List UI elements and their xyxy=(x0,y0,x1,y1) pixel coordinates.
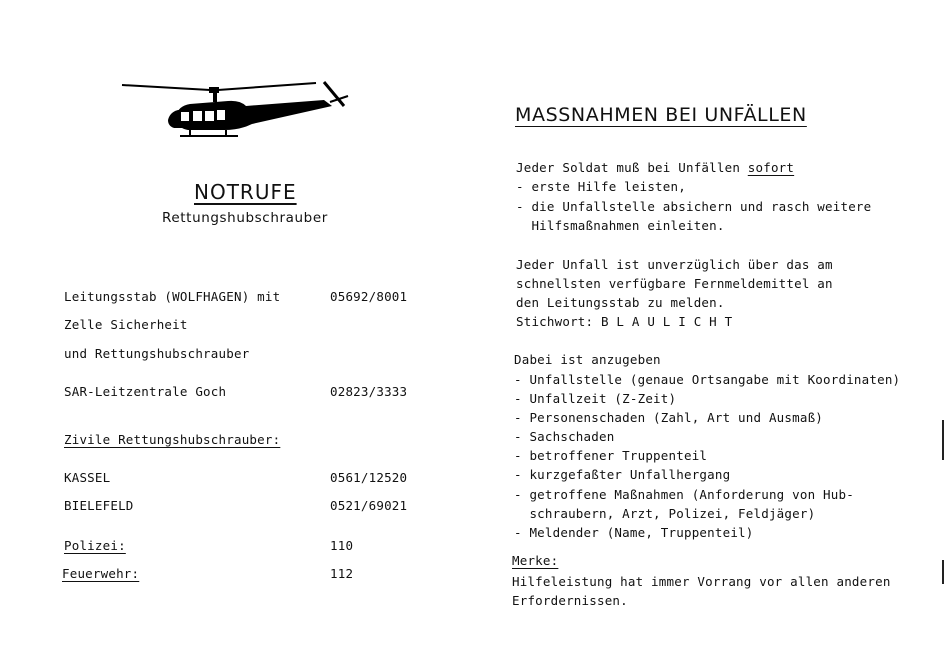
list-item: - die Unfallstelle absichern und rasch weitere xyxy=(516,199,872,214)
keyword-line: Stichwort: B L A U L I C H T xyxy=(516,314,733,329)
list-item: - getroffene Maßnahmen (Anforderung von Hub- xyxy=(514,487,854,502)
police-label: Polizei: xyxy=(64,538,126,553)
list-item: Hilfsmaßnahmen einleiten. xyxy=(516,218,725,233)
fire-label: Feuerwehr: xyxy=(62,566,140,581)
section-title-massnahmen: MASSNAHMEN BEI UNFÄLLEN xyxy=(515,104,807,126)
paragraph-line: schnellsten verfügbare Fernmeldemittel an xyxy=(516,276,833,291)
list-item: - betroffener Truppenteil xyxy=(514,448,708,463)
contact-label: Leitungsstab (WOLFHAGEN) mit xyxy=(64,289,281,304)
paragraph-line xyxy=(516,160,794,175)
fire-number: 112 xyxy=(330,566,354,581)
list-item: - Unfallzeit (Z-Zeit) xyxy=(514,391,677,406)
contact-number: 0561/12520 xyxy=(330,470,408,485)
paragraph-line: Dabei ist anzugeben xyxy=(514,352,661,367)
list-item: - Meldender (Name, Truppenteil) xyxy=(514,525,754,540)
contact-label: SAR-Leitzentrale Goch xyxy=(64,384,227,399)
list-item: - kurzgefaßter Unfallhergang xyxy=(514,467,731,482)
contact-label: KASSEL xyxy=(64,470,111,485)
merke-label: Merke: xyxy=(512,553,559,568)
emphasis-sofort: sofort xyxy=(747,160,795,175)
police-number: 110 xyxy=(330,538,354,553)
contact-label: BIELEFELD xyxy=(64,498,134,513)
merke-line: Erfordernissen. xyxy=(512,593,628,608)
subtitle: Rettungshubschrauber xyxy=(162,210,328,226)
paragraph-text: Jeder Soldat muß bei Unfällen xyxy=(516,160,748,175)
paragraph-line: den Leitungsstab zu melden. xyxy=(516,295,725,310)
merke-line: Hilfeleistung hat immer Vorrang vor allen anderen xyxy=(512,574,891,589)
scan-edge-mark xyxy=(942,420,944,460)
list-item: - Sachschaden xyxy=(514,429,615,444)
contact-number: 02823/3333 xyxy=(330,384,408,399)
list-item: - erste Hilfe leisten, xyxy=(516,179,686,194)
list-item: schraubern, Arzt, Polizei, Feldjäger) xyxy=(514,506,816,521)
helicopter-icon xyxy=(118,76,354,142)
contact-number: 0521/69021 xyxy=(330,498,408,513)
contact-label: und Rettungshubschrauber xyxy=(64,346,250,361)
contact-number: 05692/8001 xyxy=(330,289,408,304)
contact-label: Zelle Sicherheit xyxy=(64,317,188,332)
paragraph-line: Jeder Unfall ist unverzüglich über das am xyxy=(516,257,833,272)
page-title-notrufe: NOTRUFE xyxy=(194,180,297,204)
civil-heading: Zivile Rettungshubschrauber: xyxy=(64,432,281,447)
list-item: - Personenschaden (Zahl, Art und Ausmaß) xyxy=(514,410,824,425)
list-item: - Unfallstelle (genaue Ortsangabe mit Koordinaten) xyxy=(514,372,901,387)
scan-edge-mark xyxy=(942,560,944,584)
